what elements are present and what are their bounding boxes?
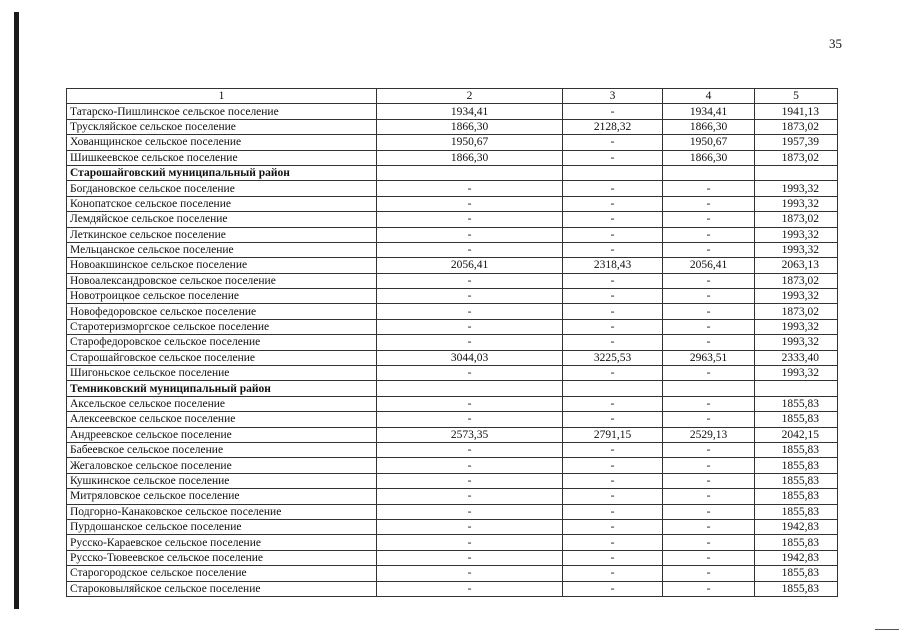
table-row [67, 150, 838, 165]
tariff-table [66, 88, 838, 597]
table-row [67, 412, 838, 427]
table-row [67, 273, 838, 288]
table-row [67, 181, 838, 196]
table-row [67, 304, 838, 319]
value-col3-cell: - [563, 366, 663, 381]
value-col2-cell: - [377, 289, 563, 304]
settlement-name-cell: Конопатское сельское поселение [67, 196, 377, 211]
settlement-name-cell: Темниковский муниципальный район [67, 381, 377, 396]
table-row [67, 581, 838, 596]
settlement-name-cell: Алексеевское сельское поселение [67, 412, 377, 427]
value-col3-cell: - [563, 242, 663, 257]
value-col3-cell: - [563, 335, 663, 350]
value-col4-cell [663, 165, 755, 180]
value-col3-cell: 3225,53 [563, 350, 663, 365]
value-col2-cell: - [377, 550, 563, 565]
value-col5-cell: 1855,83 [755, 489, 838, 504]
settlement-name-cell: Новоакшинское сельское поселение [67, 258, 377, 273]
value-col5-cell: 1873,02 [755, 119, 838, 134]
value-col4-cell: - [663, 366, 755, 381]
table-row [67, 535, 838, 550]
value-col3-cell: - [563, 135, 663, 150]
table-row [67, 227, 838, 242]
value-col3-cell: - [563, 227, 663, 242]
value-col4-cell: - [663, 473, 755, 488]
table-header-row [67, 89, 838, 104]
value-col4-cell: 1866,30 [663, 150, 755, 165]
settlement-name-cell: Шишкеевское сельское поселение [67, 150, 377, 165]
section-header-row [67, 381, 838, 396]
value-col5-cell [755, 165, 838, 180]
value-col2-cell: - [377, 489, 563, 504]
value-col3-cell: - [563, 535, 663, 550]
section-header-row [67, 165, 838, 180]
value-col4-cell: - [663, 227, 755, 242]
settlement-name-cell: Аксельское сельское поселение [67, 396, 377, 411]
value-col2-cell [377, 165, 563, 180]
value-col5-cell: 1855,83 [755, 504, 838, 519]
value-col2-cell: - [377, 442, 563, 457]
settlement-name-cell: Русско-Тювеевское сельское поселение [67, 550, 377, 565]
value-col2-cell: - [377, 396, 563, 411]
value-col5-cell: 1993,32 [755, 335, 838, 350]
settlement-name-cell: Шигоньское сельское поселение [67, 366, 377, 381]
value-col2-cell: - [377, 196, 563, 211]
value-col4-cell: - [663, 335, 755, 350]
settlement-name-cell: Старошайговский муниципальный район [67, 165, 377, 180]
value-col3-cell: - [563, 504, 663, 519]
table-row [67, 319, 838, 334]
value-col4-cell: 1934,41 [663, 104, 755, 119]
value-col2-cell: - [377, 273, 563, 288]
value-col2-cell: - [377, 212, 563, 227]
value-col3-cell: 2791,15 [563, 427, 663, 442]
value-col2-cell: 1866,30 [377, 150, 563, 165]
value-col3-cell: - [563, 458, 663, 473]
value-col3-cell: - [563, 396, 663, 411]
value-col2-cell: - [377, 366, 563, 381]
value-col3-cell: 2318,43 [563, 258, 663, 273]
table-row [67, 366, 838, 381]
settlement-name-cell: Старотеризморгское сельское поселение [67, 319, 377, 334]
value-col2-cell: - [377, 412, 563, 427]
table-row [67, 196, 838, 211]
value-col4-cell: - [663, 504, 755, 519]
value-col4-cell: 1866,30 [663, 119, 755, 134]
value-col2-cell: 2056,41 [377, 258, 563, 273]
table-row [67, 473, 838, 488]
table-row [67, 212, 838, 227]
value-col5-cell: 1855,83 [755, 412, 838, 427]
settlement-name-cell: Новоалександровское сельское поселение [67, 273, 377, 288]
value-col5-cell: 1873,02 [755, 150, 838, 165]
value-col2-cell: 1866,30 [377, 119, 563, 134]
settlement-name-cell: Андреевское сельское поселение [67, 427, 377, 442]
value-col5-cell: 1873,02 [755, 304, 838, 319]
value-col3-cell [563, 165, 663, 180]
value-col5-cell: 1993,32 [755, 227, 838, 242]
value-col4-cell: - [663, 458, 755, 473]
value-col4-cell [663, 381, 755, 396]
value-col2-cell: - [377, 473, 563, 488]
settlement-name-cell: Старофедоровское сельское поселение [67, 335, 377, 350]
value-col4-cell: - [663, 566, 755, 581]
settlement-name-cell: Старогородское сельское поселение [67, 566, 377, 581]
table-row [67, 119, 838, 134]
value-col3-cell: - [563, 319, 663, 334]
table-row [67, 396, 838, 411]
value-col4-cell: - [663, 489, 755, 504]
value-col3-cell: - [563, 104, 663, 119]
value-col2-cell: 1934,41 [377, 104, 563, 119]
value-col5-cell: 1993,32 [755, 242, 838, 257]
value-col4-cell: - [663, 442, 755, 457]
settlement-name-cell: Новофедоровское сельское поселение [67, 304, 377, 319]
value-col2-cell: - [377, 181, 563, 196]
table-row [67, 350, 838, 365]
settlement-name-cell: Богдановское сельское поселение [67, 181, 377, 196]
value-col5-cell: 1855,83 [755, 396, 838, 411]
value-col5-cell: 1855,83 [755, 473, 838, 488]
table-row [67, 289, 838, 304]
value-col2-cell: - [377, 535, 563, 550]
value-col3-cell: - [563, 273, 663, 288]
value-col3-cell [563, 381, 663, 396]
table-row [67, 550, 838, 565]
table-row [67, 566, 838, 581]
value-col2-cell: - [377, 319, 563, 334]
value-col5-cell: 1993,32 [755, 289, 838, 304]
value-col2-cell: 1950,67 [377, 135, 563, 150]
value-col2-cell: - [377, 242, 563, 257]
value-col2-cell: - [377, 566, 563, 581]
value-col5-cell: 1993,32 [755, 196, 838, 211]
value-col4-cell: - [663, 319, 755, 334]
header-cell-5: 5 [755, 89, 838, 104]
value-col5-cell: 2063,13 [755, 258, 838, 273]
value-col4-cell: - [663, 412, 755, 427]
value-col3-cell: - [563, 566, 663, 581]
table-row [67, 519, 838, 534]
value-col4-cell: - [663, 273, 755, 288]
value-col4-cell: 2529,13 [663, 427, 755, 442]
value-col2-cell: - [377, 519, 563, 534]
settlement-name-cell: Подгорно-Канаковское сельское поселение [67, 504, 377, 519]
value-col3-cell: - [563, 550, 663, 565]
table-row [67, 458, 838, 473]
scan-edge-bar [14, 12, 19, 609]
value-col2-cell: - [377, 458, 563, 473]
value-col5-cell: 1942,83 [755, 550, 838, 565]
settlement-name-cell: Леткинское сельское поселение [67, 227, 377, 242]
settlement-name-cell: Трускляйское сельское поселение [67, 119, 377, 134]
value-col4-cell: 2963,51 [663, 350, 755, 365]
value-col5-cell: 1855,83 [755, 442, 838, 457]
value-col3-cell: - [563, 412, 663, 427]
value-col4-cell: - [663, 535, 755, 550]
settlement-name-cell: Татарско-Пишлинское сельское поселение [67, 104, 377, 119]
value-col4-cell: 2056,41 [663, 258, 755, 273]
value-col3-cell: - [563, 473, 663, 488]
settlement-name-cell: Мельцанское сельское поселение [67, 242, 377, 257]
value-col3-cell: - [563, 442, 663, 457]
value-col2-cell [377, 381, 563, 396]
value-col4-cell: - [663, 304, 755, 319]
table-row [67, 242, 838, 257]
value-col5-cell [755, 381, 838, 396]
settlement-name-cell: Бабеевское сельское поселение [67, 442, 377, 457]
value-col4-cell: - [663, 581, 755, 596]
value-col5-cell: 1941,13 [755, 104, 838, 119]
table-row [67, 258, 838, 273]
value-col4-cell: - [663, 289, 755, 304]
table-row [67, 504, 838, 519]
value-col2-cell: - [377, 581, 563, 596]
value-col4-cell: - [663, 242, 755, 257]
value-col5-cell: 1873,02 [755, 273, 838, 288]
value-col4-cell: - [663, 550, 755, 565]
value-col4-cell: - [663, 519, 755, 534]
value-col4-cell: - [663, 181, 755, 196]
value-col5-cell: 1993,32 [755, 366, 838, 381]
value-col3-cell: - [563, 181, 663, 196]
settlement-name-cell: Старошайговское сельское поселение [67, 350, 377, 365]
value-col4-cell: - [663, 212, 755, 227]
header-cell-1: 1 [67, 89, 377, 104]
value-col5-cell: 1855,83 [755, 458, 838, 473]
value-col2-cell: - [377, 335, 563, 350]
value-col3-cell: - [563, 489, 663, 504]
settlement-name-cell: Русско-Караевское сельское поселение [67, 535, 377, 550]
header-cell-2: 2 [377, 89, 563, 104]
table-row [67, 489, 838, 504]
value-col2-cell: - [377, 504, 563, 519]
value-col3-cell: - [563, 289, 663, 304]
value-col5-cell: 1957,39 [755, 135, 838, 150]
page-number: 35 [829, 36, 842, 51]
value-col3-cell: 2128,32 [563, 119, 663, 134]
value-col4-cell: - [663, 396, 755, 411]
settlement-name-cell: Митряловское сельское поселение [67, 489, 377, 504]
value-col2-cell: 2573,35 [377, 427, 563, 442]
settlement-name-cell: Новотроицкое сельское поселение [67, 289, 377, 304]
header-cell-3: 3 [563, 89, 663, 104]
settlement-name-cell: Кушкинское сельское поселение [67, 473, 377, 488]
header-cell-4: 4 [663, 89, 755, 104]
settlement-name-cell: Пурдошанское сельское поселение [67, 519, 377, 534]
value-col3-cell: - [563, 581, 663, 596]
table-row [67, 442, 838, 457]
value-col3-cell: - [563, 304, 663, 319]
settlement-name-cell: Хованщинское сельское поселение [67, 135, 377, 150]
settlement-name-cell: Староковыляйское сельское поселение [67, 581, 377, 596]
table-row [67, 135, 838, 150]
settlement-name-cell: Жегаловское сельское поселение [67, 458, 377, 473]
value-col5-cell: 1942,83 [755, 519, 838, 534]
value-col4-cell: 1950,67 [663, 135, 755, 150]
value-col3-cell: - [563, 212, 663, 227]
value-col5-cell: 1855,83 [755, 535, 838, 550]
table-row [67, 104, 838, 119]
value-col5-cell: 2042,15 [755, 427, 838, 442]
value-col2-cell: 3044,03 [377, 350, 563, 365]
value-col3-cell: - [563, 150, 663, 165]
value-col3-cell: - [563, 519, 663, 534]
value-col5-cell: 1993,32 [755, 319, 838, 334]
value-col4-cell: - [663, 196, 755, 211]
value-col2-cell: - [377, 227, 563, 242]
margin-mark [875, 629, 899, 630]
value-col3-cell: - [563, 196, 663, 211]
value-col2-cell: - [377, 304, 563, 319]
value-col5-cell: 1993,32 [755, 181, 838, 196]
value-col5-cell: 2333,40 [755, 350, 838, 365]
table-row [67, 335, 838, 350]
value-col5-cell: 1855,83 [755, 581, 838, 596]
value-col5-cell: 1873,02 [755, 212, 838, 227]
settlement-name-cell: Лемдяйское сельское поселение [67, 212, 377, 227]
value-col5-cell: 1855,83 [755, 566, 838, 581]
table-row [67, 427, 838, 442]
